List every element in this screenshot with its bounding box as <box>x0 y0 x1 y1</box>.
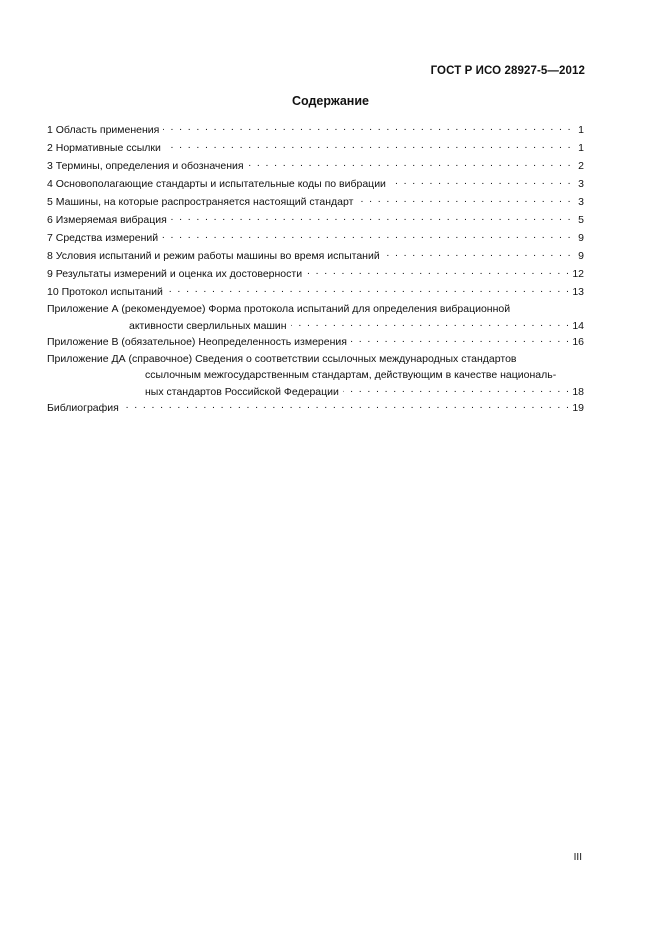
toc-entry-title: 8 Условия испытаний и режим работы машины во время испытаний <box>47 247 382 265</box>
toc-entry-page: 12 <box>572 268 584 280</box>
toc-entry[interactable] <box>47 139 584 157</box>
toc-entry-page: 13 <box>572 286 584 298</box>
toc-entry-page: 14 <box>572 320 584 332</box>
toc-leader-dots <box>165 139 572 151</box>
toc-leader-dots <box>390 175 572 187</box>
toc-entry-title: 10 Протокол испытаний <box>47 283 165 301</box>
toc-entry-title: Приложение А (рекомендуемое) Форма протокола испытаний для определения вибрационной <box>47 303 511 315</box>
toc-entry-page: 3 <box>578 196 584 208</box>
toc-entry-title: 9 Результаты измерений и оценка их достоверности <box>47 265 304 283</box>
toc-leader-dots <box>357 193 572 205</box>
toc-leader-dots <box>248 157 572 169</box>
toc-leader-dots <box>167 283 570 295</box>
toc-entry-page: 19 <box>572 402 584 414</box>
toc-entry[interactable] <box>47 247 584 265</box>
toc-entry-title: 7 Средства измерений <box>47 229 160 247</box>
toc-entry-title: Приложение В (обязательное) Неопределенность измерения <box>47 333 349 351</box>
toc-entry[interactable] <box>47 265 584 283</box>
toc-entry-title: 5 Машины, на которые распространяется настоящий стандарт <box>47 193 355 211</box>
toc-entry[interactable] <box>47 175 584 193</box>
toc-entry-title-continued: активности сверлильных машин <box>129 317 289 335</box>
toc-entry-title-continued: ссылочным межгосударственным стандартам, действующим в качестве националь- <box>145 369 557 381</box>
toc-entry[interactable] <box>47 157 584 175</box>
toc-entry-appendix-b[interactable] <box>47 333 584 351</box>
toc-entry-page: 16 <box>572 336 584 348</box>
toc-entry-page: 9 <box>578 232 584 244</box>
toc-leader-dots <box>163 121 572 133</box>
toc-leader-dots <box>306 265 570 277</box>
toc-entry-title: 3 Термины, определения и обозначения <box>47 157 246 175</box>
toc-entry-page: 18 <box>572 386 584 398</box>
toc-entry-page: 1 <box>578 142 584 154</box>
toc-entry-page: 2 <box>578 160 584 172</box>
toc-entry-page: 1 <box>578 124 584 136</box>
toc-leader-dots <box>123 399 570 411</box>
toc-entry-title: 6 Измеряемая вибрация <box>47 211 169 229</box>
toc-entry[interactable] <box>47 193 584 211</box>
toc-entry-title: 2 Нормативные ссылки <box>47 139 163 157</box>
toc-entry[interactable] <box>47 229 584 247</box>
toc-entry[interactable] <box>47 211 584 229</box>
toc-leader-dots <box>351 333 570 345</box>
toc-entry-title-continued: ных стандартов Российской Федерации <box>145 383 341 401</box>
toc-entry-appendix-a[interactable] <box>47 301 584 333</box>
toc-entry[interactable] <box>47 121 584 139</box>
toc-title: Содержание <box>291 94 369 108</box>
toc-leader-dots <box>384 247 572 259</box>
toc-leader-dots <box>171 211 572 223</box>
toc-leader-dots <box>162 229 572 241</box>
toc-entry-title: 4 Основополагающие стандарты и испытательные коды по вибрации <box>47 175 388 193</box>
toc-entry-appendix-da[interactable] <box>47 351 584 399</box>
toc-entry-bibliography[interactable] <box>47 399 584 417</box>
toc-entry-title: Приложение ДА (справочное) Сведения о соответствии ссылочных международных стандартов <box>47 353 517 365</box>
toc-entry-title: 1 Область применения <box>47 121 161 139</box>
toc-entry-page: 3 <box>578 178 584 190</box>
document-code: ГОСТ Р ИСО 28927-5—2012 <box>430 65 585 77</box>
toc-leader-dots <box>343 383 570 395</box>
toc-entry-page: 5 <box>578 214 584 226</box>
page-number: III <box>573 852 582 863</box>
toc-entry-title: Библиография <box>47 399 121 417</box>
table-of-contents <box>47 121 584 417</box>
toc-entry-page: 9 <box>578 250 584 262</box>
toc-entry[interactable] <box>47 283 584 301</box>
toc-leader-dots <box>291 317 571 329</box>
